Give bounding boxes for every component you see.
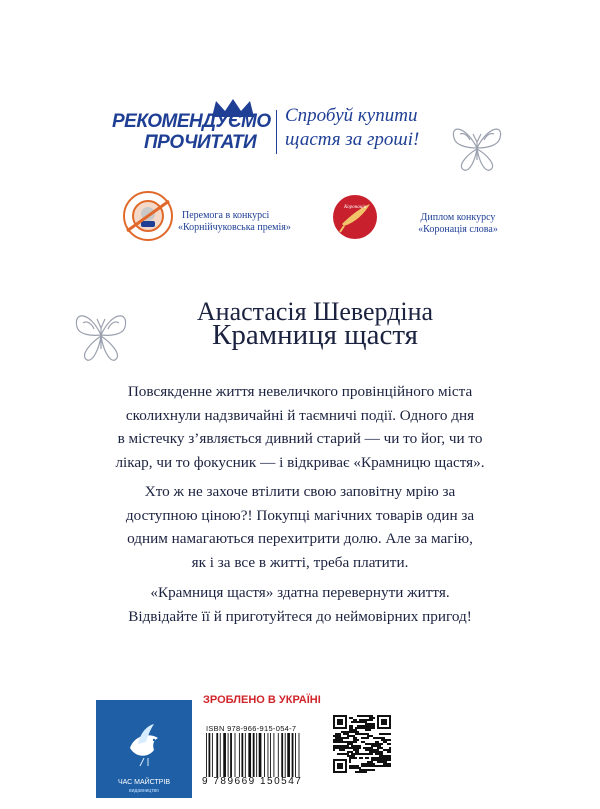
qr-code [333,715,391,773]
book-title: Крамниця щастя [212,319,418,351]
description-paragraph-1 [0,380,600,474]
korniychukovska-award-icon [123,191,173,241]
text-line: доступною ціною?! Покупці магічних товарів один за [125,506,475,524]
barcode [204,733,316,777]
publisher-logo [96,700,192,798]
award2-line1: Диплом конкурсу [420,212,496,223]
divider [276,110,277,154]
recommend-line1: РЕКОМЕНДУЄМО [112,111,271,132]
slogan-line1: Спробуй купити [285,105,418,126]
text-line: як і за все в житті, треба платити. [191,553,409,571]
text-line: сколихнули надзвичайні й таємничі події. Одного дня [125,406,475,424]
text-line: одним намагаються перехитрити долю. Але за магію, [127,530,473,547]
recommend-line2: ПРОЧИТАТИ [144,132,257,153]
barcode-number: 9 789669 150547 [202,776,303,787]
slogan [285,104,419,152]
butterfly-icon [448,118,506,178]
isbn: ISBN 978-966-915-054-7 [206,724,297,733]
publisher-name: ЧАС МАЙСТРІВ [117,779,171,786]
award2-line2: «Коронація слова» [418,224,498,235]
award1-caption [178,210,291,234]
text-line: лікар, чи то фокусник — і відкриває «Крамницю щастя». [115,453,485,471]
recommend-logo [112,99,272,157]
description-paragraph-3 [0,581,600,628]
award2-caption [403,212,513,236]
book-author: Анастасія Шевердіна [196,297,434,326]
text-line: Відвідайте її й приготуйтеся до неймовірних пригод! [128,607,472,625]
text-line: Хто ж не захоче втілити свою заповітну мрію за [144,483,456,500]
publisher-subtitle: видавництво [129,788,159,794]
award1-line1: Перемога в конкурсі [182,210,270,221]
text-line: в містечку з’являється дивний старий — чи то йог, чи то [117,430,483,447]
award1-line2: «Корнійчуковська премія» [178,222,291,233]
slogan-line2: щастя за гроші! [285,129,420,150]
description-paragraph-2 [0,480,600,574]
text-line: Повсякденне життя невеличкого провінційного міста [127,383,473,400]
text-line: «Крамниця щастя» здатна перевернути життя. [150,584,450,601]
bird-icon [124,718,164,768]
koronatsiia-slova-award-icon [330,194,380,240]
made-in-ukraine: ЗРОБЛЕНО В УКРАЇНІ [203,694,321,706]
svg-text:Коронація: Коронація [344,205,366,210]
